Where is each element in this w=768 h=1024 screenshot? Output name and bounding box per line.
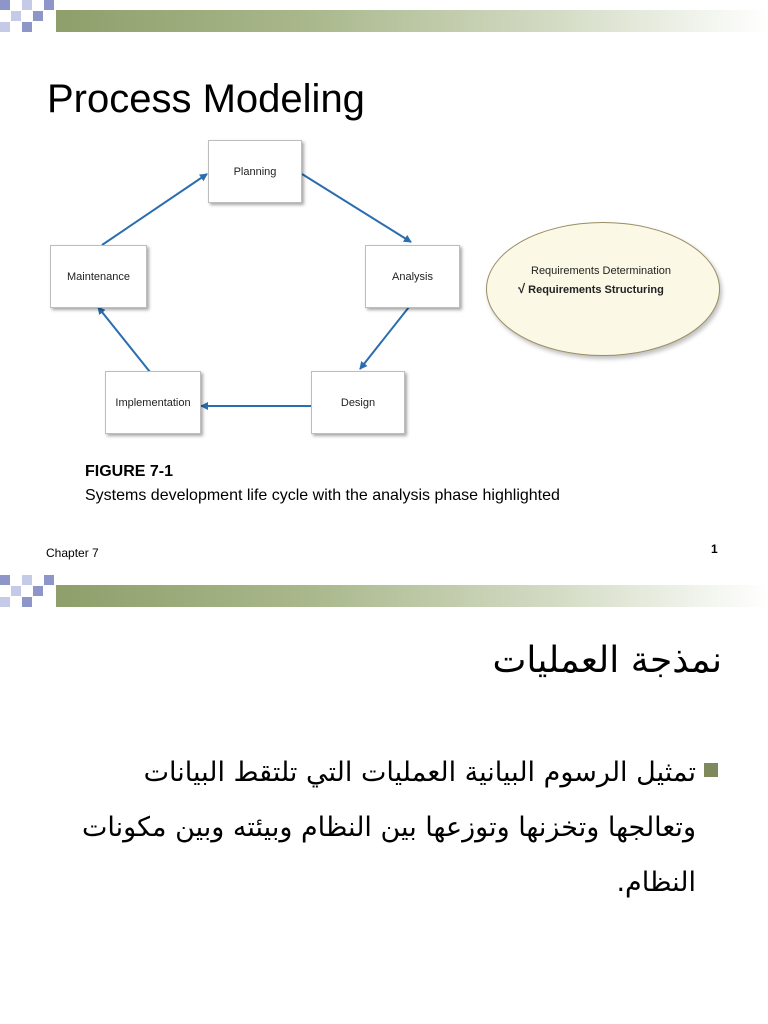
requirements-structuring-item	[518, 281, 664, 296]
requirements-structuring-label: Requirements Structuring	[528, 284, 664, 296]
arabic-slide-title: نمذجة العمليات	[492, 640, 722, 681]
check-icon: √	[518, 281, 526, 296]
header-gradient-bar	[56, 585, 768, 607]
page-number: 1	[711, 542, 718, 556]
figure-caption: Systems development life cycle with the analysis phase highlighted	[85, 487, 560, 504]
requirements-determination-label: Requirements Determination	[531, 265, 672, 277]
decor-square	[0, 597, 10, 607]
slide-title: Process Modeling	[47, 77, 365, 121]
decor-square	[33, 586, 43, 596]
decor-square	[22, 597, 32, 607]
cycle-box-maintenance: Maintenance	[50, 245, 147, 308]
arrow-implementation-maintenance	[98, 307, 150, 372]
arabic-bullet-text: تمثيل الرسوم البيانية العمليات التي تلتقط البيانات وتعالجها وتخزنها وتوزعها بين النظام وبيئته وبين مكونات النظام.	[82, 757, 696, 898]
decor-square	[11, 586, 21, 596]
decor-square	[22, 575, 32, 585]
arrow-maintenance-planning	[102, 174, 207, 245]
header-bar	[0, 575, 768, 601]
cycle-box-planning: Planning	[208, 140, 302, 203]
footer-chapter: Chapter 7	[46, 546, 99, 560]
cycle-box-design: Design	[311, 371, 405, 434]
cycle-box-implementation: Implementation	[105, 371, 201, 434]
cycle-box-analysis: Analysis	[365, 245, 460, 308]
figure-label: FIGURE 7-1	[85, 463, 174, 480]
decor-square	[0, 575, 10, 585]
arrow-planning-analysis	[302, 174, 411, 242]
decor-square	[44, 575, 54, 585]
arrow-analysis-design	[360, 307, 409, 369]
bullet-square-icon	[704, 763, 718, 777]
